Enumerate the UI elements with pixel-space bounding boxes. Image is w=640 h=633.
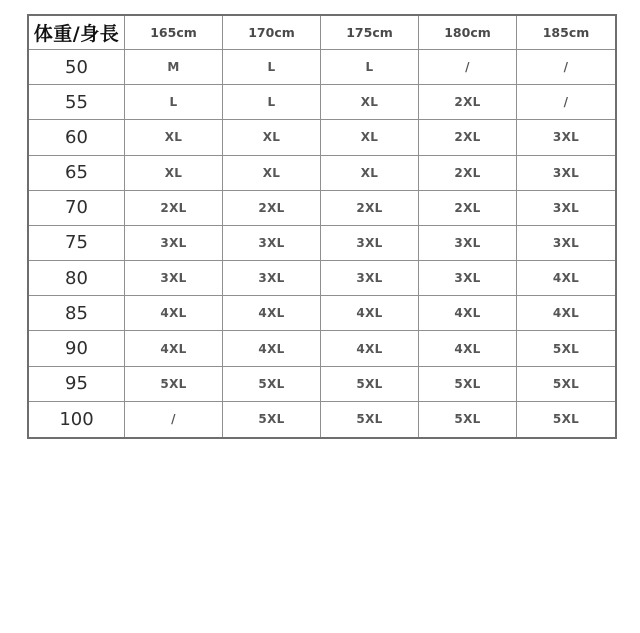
size-value-cell: 5XL <box>223 367 321 402</box>
row-header-cell: 65 <box>29 156 125 191</box>
size-value-cell: 2XL <box>419 120 517 155</box>
size-value-cell: / <box>517 50 615 85</box>
column-header-cell: 165cm <box>125 16 223 50</box>
size-value-cell: L <box>223 85 321 120</box>
size-value-cell: 4XL <box>419 331 517 366</box>
size-value-cell: 5XL <box>321 402 419 437</box>
size-value-cell: 5XL <box>125 367 223 402</box>
size-value-cell: 5XL <box>419 367 517 402</box>
row-header-cell: 100 <box>29 402 125 437</box>
size-value-cell: L <box>223 50 321 85</box>
size-value-cell: 4XL <box>321 296 419 331</box>
size-value-cell: 4XL <box>125 296 223 331</box>
size-value-cell: 5XL <box>419 402 517 437</box>
size-value-cell: XL <box>223 156 321 191</box>
column-header-cell: 185cm <box>517 16 615 50</box>
size-value-cell: 3XL <box>223 226 321 261</box>
row-header-cell: 50 <box>29 50 125 85</box>
size-value-cell: L <box>321 50 419 85</box>
column-header-cell: 175cm <box>321 16 419 50</box>
size-value-cell: 3XL <box>321 226 419 261</box>
size-value-cell: 4XL <box>517 296 615 331</box>
size-value-cell: 4XL <box>223 331 321 366</box>
row-header-cell: 70 <box>29 191 125 226</box>
size-value-cell: 4XL <box>419 296 517 331</box>
size-value-cell: L <box>125 85 223 120</box>
size-value-cell: 2XL <box>419 156 517 191</box>
size-value-cell: XL <box>321 85 419 120</box>
row-header-cell: 60 <box>29 120 125 155</box>
row-header-cell: 75 <box>29 226 125 261</box>
size-value-cell: 3XL <box>517 156 615 191</box>
size-value-cell: 3XL <box>419 226 517 261</box>
size-value-cell: XL <box>125 120 223 155</box>
size-value-cell: 3XL <box>517 120 615 155</box>
size-value-cell: 3XL <box>517 226 615 261</box>
size-value-cell: 2XL <box>419 85 517 120</box>
size-value-cell: 3XL <box>125 261 223 296</box>
size-value-cell: 5XL <box>321 367 419 402</box>
size-value-cell: 5XL <box>552 412 580 427</box>
size-value-cell: 2XL <box>321 191 419 226</box>
size-value-cell: 3XL <box>321 261 419 296</box>
size-value-cell: 4XL <box>517 261 615 296</box>
size-value-cell: / <box>517 85 615 120</box>
row-header-cell: 85 <box>29 296 125 331</box>
corner-header-cell: 体重/身長 <box>29 16 125 50</box>
size-value-cell: XL <box>223 120 321 155</box>
size-value-cell: 5XL <box>223 402 321 437</box>
size-value-cell: 2XL <box>223 191 321 226</box>
row-header-cell: 80 <box>29 261 125 296</box>
size-value-cell: 2XL <box>419 191 517 226</box>
size-value-cell: XL <box>321 120 419 155</box>
size-value-cell: 3XL <box>125 226 223 261</box>
size-chart-table <box>27 14 617 439</box>
row-header-cell: 55 <box>29 85 125 120</box>
size-value-cell: XL <box>125 156 223 191</box>
size-value-cell: 5XL <box>517 331 615 366</box>
size-value-cell: 4XL <box>125 331 223 366</box>
size-value-cell: 4XL <box>321 331 419 366</box>
size-value-cell: 3XL <box>419 261 517 296</box>
column-header-cell: 180cm <box>419 16 517 50</box>
size-value-cell: XL <box>321 156 419 191</box>
size-value-cell: 2XL <box>125 191 223 226</box>
size-value-cell: 3XL <box>223 261 321 296</box>
row-header-cell: 90 <box>29 331 125 366</box>
column-header-cell: 170cm <box>223 16 321 50</box>
size-value-cell: 5XL <box>517 367 615 402</box>
size-value-cell: 3XL <box>517 191 615 226</box>
size-value-cell: M <box>125 50 223 85</box>
row-header-cell: 95 <box>29 367 125 402</box>
size-value-cell: 4XL <box>223 296 321 331</box>
size-value-cell: / <box>125 402 223 437</box>
size-value-cell: / <box>419 50 517 85</box>
